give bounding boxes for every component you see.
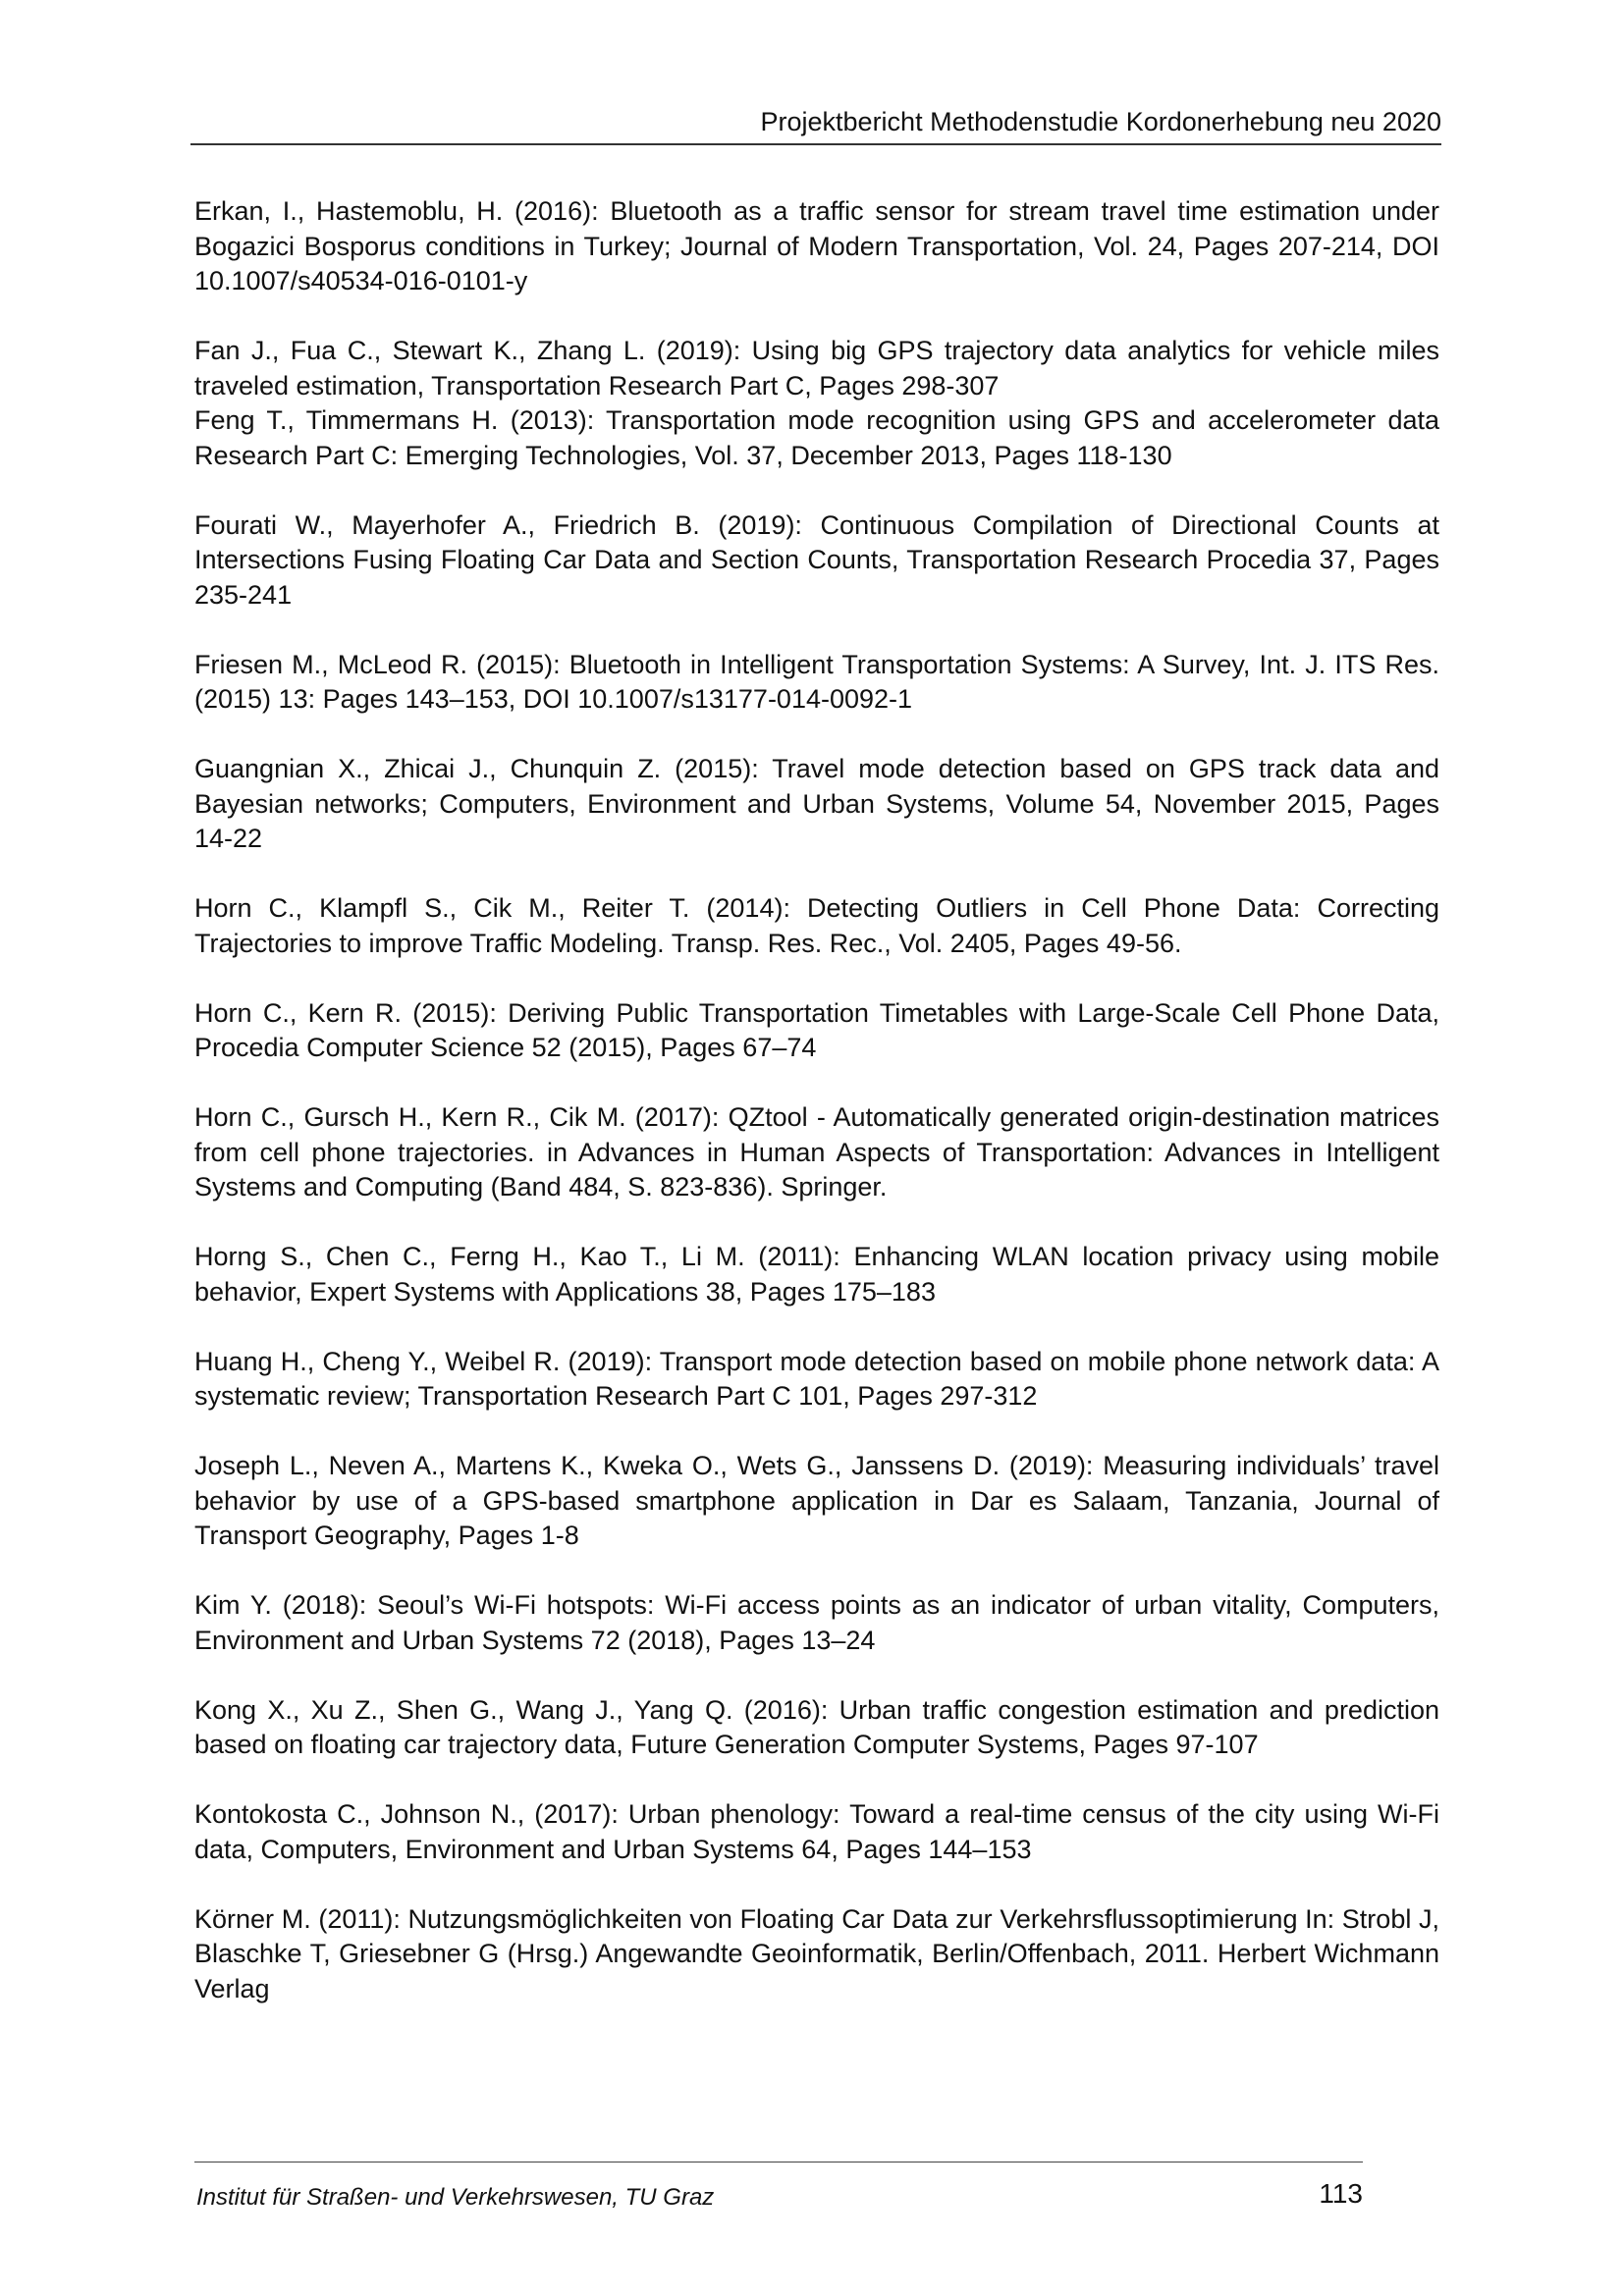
reference-entry: Horn C., Kern R. (2015): Deriving Public Transportation Timetables with Large-Scale Cell Phone Data, Procedia Computer Science 52 (2015), Pages 67–74 <box>194 997 1439 1062</box>
reference-entry: Joseph L., Neven A., Martens K., Kweka O., Wets G., Janssens D. (2019): Measuring individuals’ travel behavior by use of a GPS-based smartphone application in Dar es Salaam, Tanzania, Journal of Transport Geography, Pages 1-8 <box>194 1451 1439 1550</box>
reference-entry: Fourati W., Mayerhofer A., Friedrich B. (2019): Continuous Compilation of Directional Counts at Intersections Fusing Floating Car Data and Section Counts, Transportation Research Procedia 37, Pages 235-241 <box>194 509 1439 610</box>
running-header: Projektbericht Methodenstudie Kordonerhebung neu 2020 <box>760 107 1441 136</box>
reference-entry: Horn C., Gursch H., Kern R., Cik M. (2017): QZtool - Automatically generated origin-destination matrices from cell phone trajectories. in Advances in Human Aspects of Transportation: Advances in Intelligent Systems and Computing (Band 484, S. 823-836). Springer. <box>194 1102 1439 1201</box>
reference-entry: Fan J., Fua C., Stewart K., Zhang L. (2019): Using big GPS trajectory data analytics for vehicle miles traveled estimation, Transportation Research Part C, Pages 298-307 <box>194 336 1439 400</box>
reference-entry: Kong X., Xu Z., Shen G., Wang J., Yang Q. (2016): Urban traffic congestion estimation and prediction based on floating car trajectory data, Future Generation Computer Systems, Pages 97-107 <box>194 1694 1439 1759</box>
reference-entry: Erkan, I., Hastemoblu, H. (2016): Bluetooth as a traffic sensor for stream travel time estimation under Bogazici Bosporus conditions in Turkey; Journal of Modern Transportation, Vol. 24, Pages 207-214, DOI 10.1007/s40534-016-0101-y <box>194 196 1439 295</box>
footer-divider <box>194 2162 1363 2163</box>
reference-entry: Feng T., Timmermans H. (2013): Transportation mode recognition using GPS and accelerometer data Research Part C: Emerging Technologies, Vol. 37, December 2013, Pages 118-130 <box>194 405 1439 470</box>
reference-entry: Friesen M., McLeod R. (2015): Bluetooth in Intelligent Transportation Systems: A Survey, Int. J. ITS Res. (2015) 13: Pages 143–153, DOI 10.1007/s13177-014-0092-1 <box>194 649 1439 714</box>
reference-entry: Horn C., Klampfl S., Cik M., Reiter T. (2014): Detecting Outliers in Cell Phone Data: Correcting Trajectories to improve Traffic Modeling. Transp. Res. Rec., Vol. 2405, Pages 49-56. <box>194 893 1439 958</box>
footer-institute: Institut für Straßen- und Verkehrswesen, TU Graz <box>196 2184 715 2211</box>
reference-entry: Huang H., Cheng Y., Weibel R. (2019): Transport mode detection based on mobile phone network data: A systematic review; Transportation Research Part C 101, Pages 297-312 <box>194 1346 1439 1411</box>
reference-list <box>194 194 1439 2042</box>
header-divider <box>190 143 1441 145</box>
reference-entry: Kontokosta C., Johnson N., (2017): Urban phenology: Toward a real-time census of the city using Wi-Fi data, Computers, Environment and Urban Systems 64, Pages 144–153 <box>194 1799 1439 1864</box>
page-number: 113 <box>1319 2178 1363 2209</box>
reference-entry: Kim Y. (2018): Seoul’s Wi-Fi hotspots: Wi-Fi access points as an indicator of urban vitality, Computers, Environment and Urban Systems 72 (2018), Pages 13–24 <box>194 1590 1439 1655</box>
reference-entry: Körner M. (2011): Nutzungsmöglichkeiten von Floating Car Data zur Verkehrsflussoptimierung In: Strobl J, Blaschke T, Griesebner G (Hrsg.) Angewandte Geoinformatik, Berlin/Offenbach, 2011. Herbert Wichmann Verlag <box>194 1903 1439 2003</box>
reference-entry: Guangnian X., Zhicai J., Chunquin Z. (2015): Travel mode detection based on GPS track data and Bayesian networks; Computers, Environment and Urban Systems, Volume 54, November 2015, Pages 14-22 <box>194 754 1439 853</box>
reference-entry: Horng S., Chen C., Ferng H., Kao T., Li M. (2011): Enhancing WLAN location privacy using mobile behavior, Expert Systems with Applications 38, Pages 175–183 <box>194 1242 1439 1307</box>
